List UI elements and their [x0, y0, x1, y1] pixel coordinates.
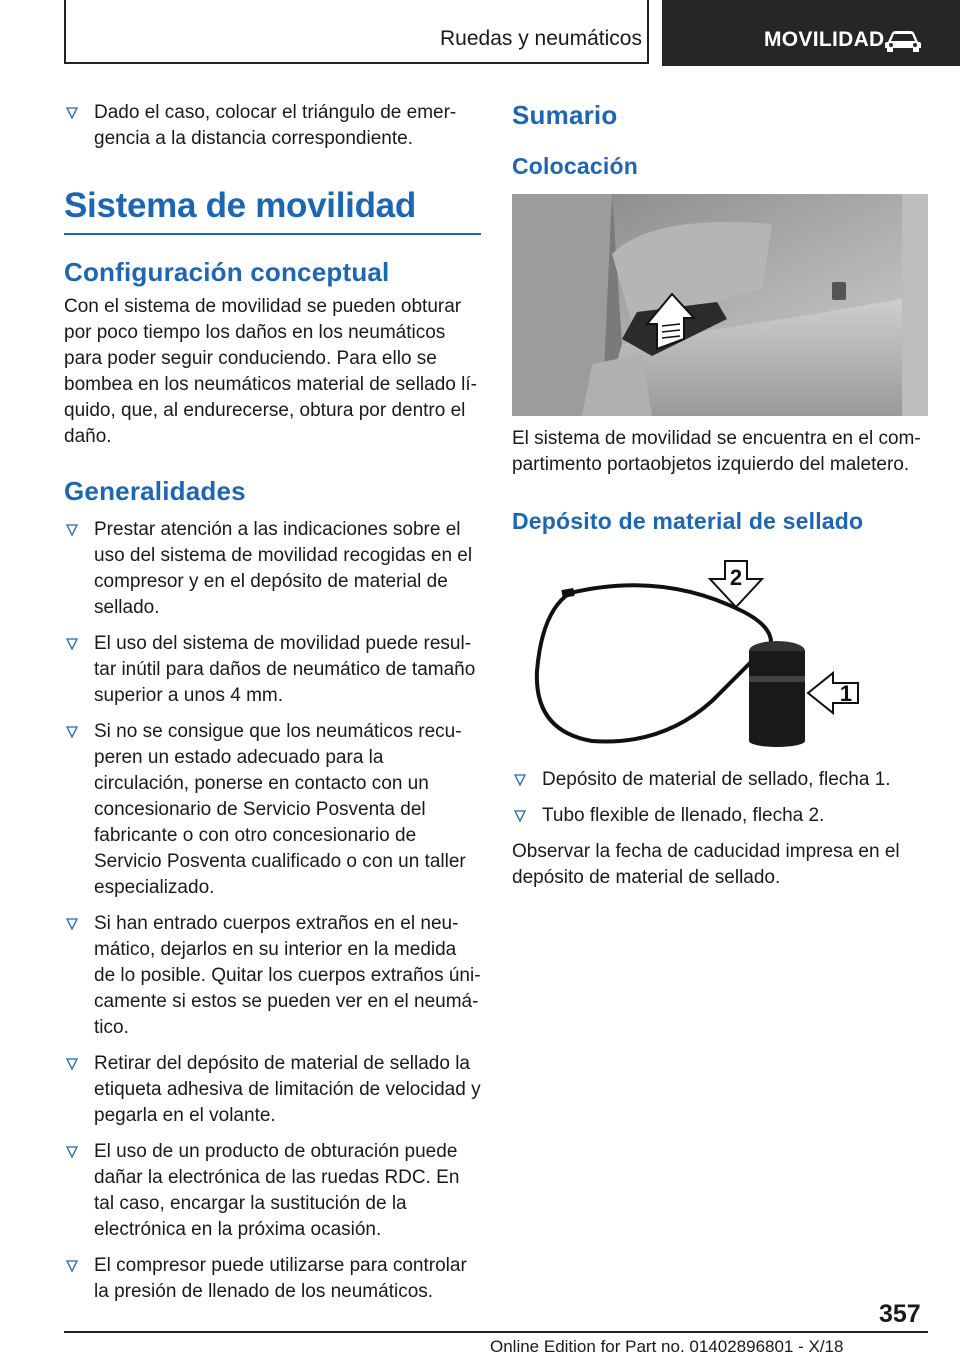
list-item-text: El compresor puede utilizarse para controlar la presión de llenado de los neumáticos.: [94, 1255, 467, 1302]
bullet-triangle-icon: [514, 810, 526, 822]
intro-bullet: [64, 100, 481, 152]
bullet-triangle-icon: [66, 918, 78, 930]
general-bullet-list: [64, 517, 481, 1305]
list-item-text: Si no se consigue que los neumáticos recuperen un estado adecuado para la circulación, ponerse en contacto con un concesionario de Servicio Posventa del fabricante o con otro concesionario de Servicio Posventa cualificado o con un taller especializado.: [94, 721, 466, 898]
list-item-text: Tubo flexible de llenado, flecha 2.: [542, 805, 825, 826]
intro-bullet-text: Dado el caso, colocar el triángulo de emergencia a la distancia correspondiente.: [94, 102, 457, 149]
list-item: [64, 1139, 481, 1243]
list-item-text: El uso del sistema de movilidad puede resultar inútil para daños de neumático de tamaño superior a unos 4 mm.: [94, 633, 476, 706]
bullet-triangle-icon: [66, 524, 78, 536]
list-item: [64, 1051, 481, 1129]
footer-rule: [64, 1331, 928, 1333]
car-icon: [883, 27, 923, 53]
sealant-heading: Depósito de material de sellado: [512, 508, 864, 534]
header-chapter-title: MOVILIDAD: [764, 28, 885, 51]
section-heading: Sistema de movilidad: [64, 186, 481, 235]
bullet-triangle-icon: [66, 107, 78, 119]
bullet-triangle-icon: [514, 774, 526, 786]
bullet-triangle-icon: [66, 726, 78, 738]
list-item: [64, 631, 481, 709]
general-heading: Generalidades: [64, 476, 246, 506]
left-column: [64, 100, 481, 1315]
page-number: 357: [879, 1300, 921, 1328]
bullet-triangle-icon: [66, 638, 78, 650]
footer-edition-text: Online Edition for Part no. 01402896801 - X/18: [490, 1337, 844, 1356]
placement-paragraph: El sistema de movilidad se encuentra en el compartimento portaobjetos izquierdo del maletero.: [512, 428, 921, 475]
list-item: [64, 517, 481, 621]
concept-paragraph: Con el sistema de movilidad se pueden obturar por poco tiempo los daños en los neumáticos para poder seguir conduciendo. Para ello se bombea en los neumáticos material de sellado líquido, que, al endurecerse, obtura por dentro el daño.: [64, 296, 477, 447]
bullet-triangle-icon: [66, 1260, 78, 1272]
figure-label-2: 2: [729, 565, 743, 590]
bullet-triangle-icon: [66, 1146, 78, 1158]
trunk-compartment-photo: [512, 194, 928, 416]
list-item-text: Prestar atención a las indicaciones sobre el uso del sistema de movilidad recogidas en el compresor y en el depósito de material de sellado.: [94, 519, 473, 618]
placement-heading: Colocación: [512, 153, 638, 179]
concept-heading: Configuración conceptual: [64, 257, 390, 287]
bullet-triangle-icon: [66, 1058, 78, 1070]
list-item: [512, 767, 928, 793]
list-item-text: Retirar del depósito de material de sellado la etiqueta adhesiva de limitación de velocidad y pegarla en el volante.: [94, 1053, 481, 1126]
list-item-text: Si han entrado cuerpos extraños en el neumático, dejarlos en su interior en la medida de lo posible. Quitar los cuerpos extraños únicamente si estos se pueden ver en el neumático.: [94, 913, 481, 1038]
summary-heading: Sumario: [512, 100, 618, 130]
list-item-text: Depósito de material de sellado, flecha 1.: [542, 769, 891, 790]
list-item: [64, 719, 481, 901]
header-section-title: Ruedas y neumáticos: [440, 27, 642, 50]
list-item: [64, 911, 481, 1041]
sealant-tank-figure: [512, 551, 928, 751]
header-chapter-tab: [662, 0, 960, 66]
list-item: [512, 803, 928, 829]
list-item: [64, 1253, 481, 1305]
list-item-text: El uso de un producto de obturación puede dañar la electrónica de las ruedas RDC. En tal caso, encargar la sustitución de la electrónica en la próxima ocasión.: [94, 1141, 460, 1240]
expiry-paragraph: Observar la fecha de caducidad impresa en el depósito de material de sellado.: [512, 841, 900, 888]
right-column: [512, 100, 928, 903]
figure-label-1: 1: [839, 681, 853, 706]
sealant-bullet-list: [512, 767, 928, 829]
